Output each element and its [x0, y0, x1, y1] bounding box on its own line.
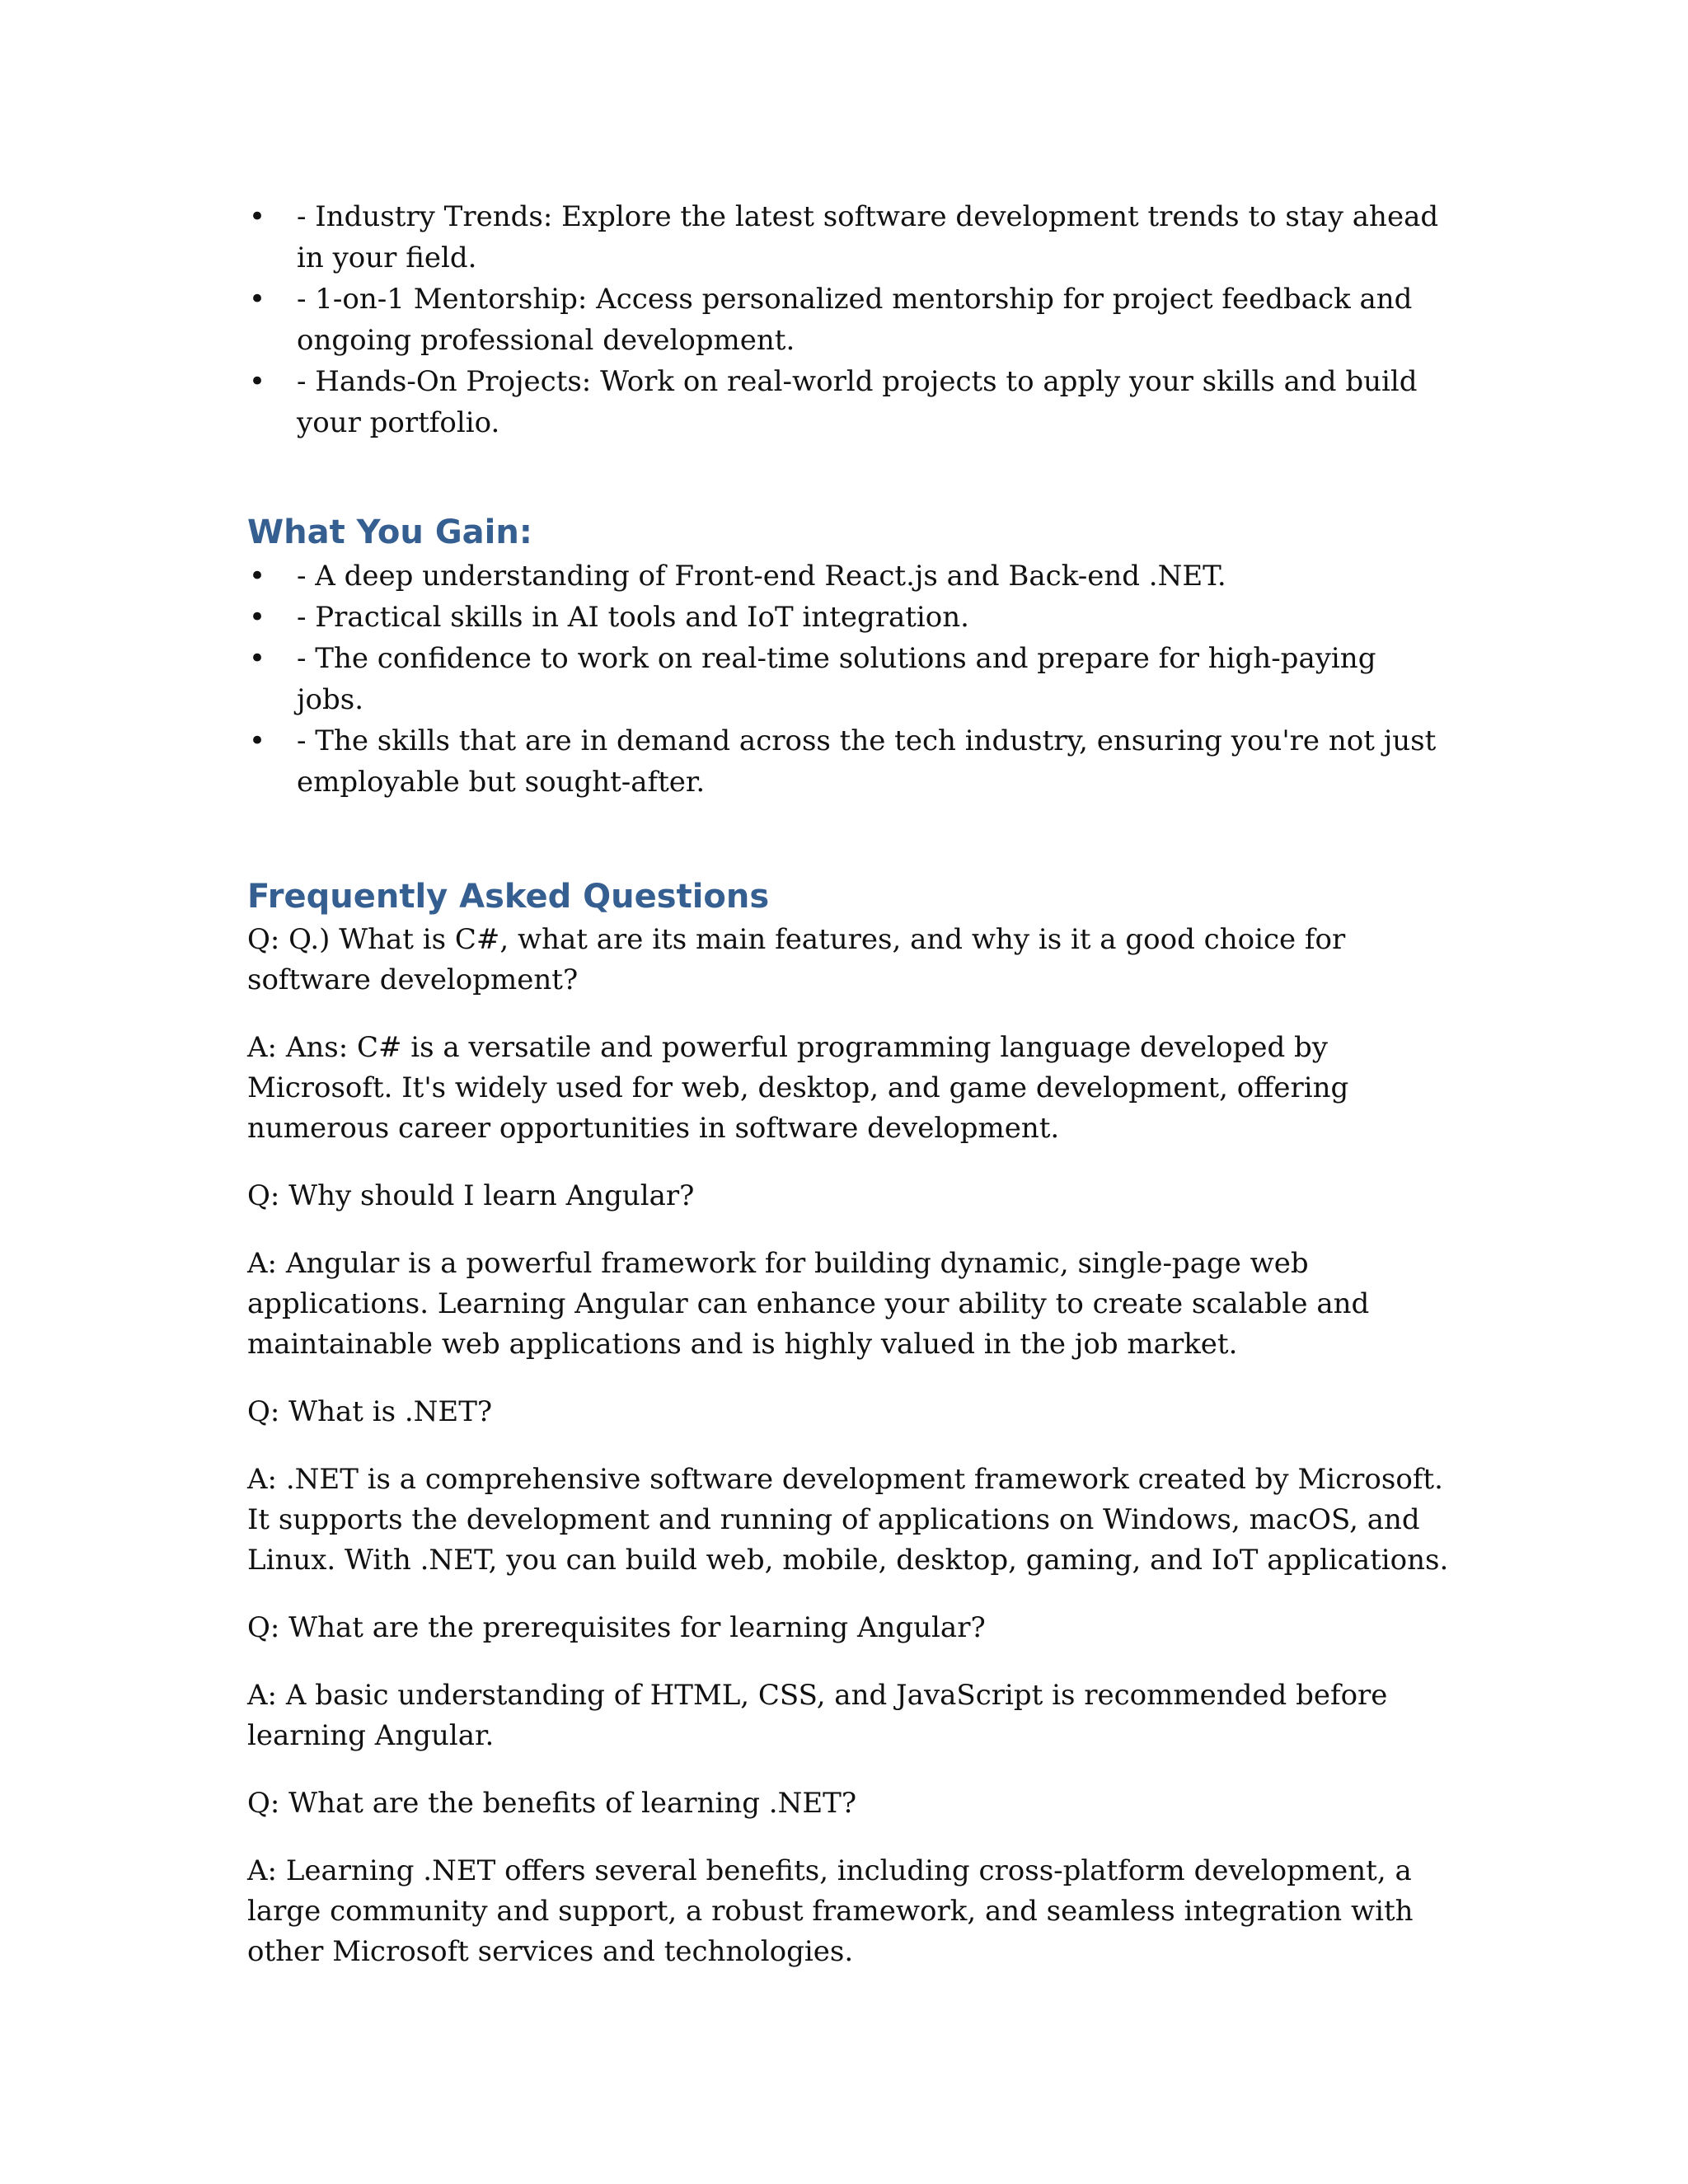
bullet-icon: • — [249, 365, 266, 398]
faq-heading: Frequently Asked Questions — [247, 878, 770, 916]
faq-question: Q: What are the prerequisites for learning Angular? — [247, 1611, 986, 1644]
list-item-text: - The confidence to work on real-time solutions and prepare for high-paying jobs. — [297, 642, 1376, 716]
list-item — [247, 638, 1451, 720]
bullet-icon: • — [249, 724, 266, 757]
intro-bullet-list — [247, 196, 1451, 443]
list-item-text: - The skills that are in demand across the tech industry, ensuring you're not just employable but sought-after. — [297, 724, 1437, 799]
faq-answer: A: Ans: C# is a versatile and powerful programming language developed by Microsoft. It's widely used for web, desktop, and game development, offering numerous career opportunities in software development. — [247, 1031, 1349, 1145]
list-item — [247, 196, 1451, 279]
list-item — [247, 361, 1451, 443]
list-item — [247, 555, 1451, 597]
list-item-text: - Practical skills in AI tools and IoT integration. — [297, 601, 969, 634]
faq-question: Q: Q.) What is C#, what are its main features, and why is it a good choice for software development? — [247, 923, 1346, 996]
list-item — [247, 279, 1451, 361]
list-item-text: - A deep understanding of Front-end React.js and Back-end .NET. — [297, 560, 1226, 593]
bullet-icon: • — [249, 283, 266, 316]
faq-question: Q: Why should I learn Angular? — [247, 1179, 695, 1212]
faq-question: Q: What are the benefits of learning .NET? — [247, 1787, 857, 1820]
faq-section — [247, 920, 1451, 1972]
bullet-icon: • — [249, 200, 266, 233]
faq-answer: A: Angular is a powerful framework for building dynamic, single-page web applications. Learning Angular can enhance your ability to create scalable and maintainable web applications and is highly valued in the job market. — [247, 1247, 1370, 1361]
list-item — [247, 720, 1451, 803]
list-item-text: - Industry Trends: Explore the latest software development trends to stay ahead in your field. — [297, 200, 1439, 274]
gain-bullet-list — [247, 555, 1451, 803]
list-item-text: - Hands-On Projects: Work on real-world projects to apply your skills and build your portfolio. — [297, 365, 1418, 439]
list-item — [247, 597, 1451, 638]
faq-answer: A: Learning .NET offers several benefits, including cross-platform development, a large community and support, a robust framework, and seamless integration with other Microsoft services and technologies. — [247, 1854, 1414, 1968]
faq-answer: A: A basic understanding of HTML, CSS, and JavaScript is recommended before learning Angular. — [247, 1679, 1388, 1752]
bullet-icon: • — [249, 642, 266, 675]
bullet-icon: • — [249, 560, 266, 593]
bullet-icon: • — [249, 601, 266, 634]
document-page — [247, 196, 1451, 1999]
list-item-text: - 1-on-1 Mentorship: Access personalized mentorship for project feedback and ongoing professional development. — [297, 283, 1413, 357]
faq-answer: A: .NET is a comprehensive software development framework created by Microsoft. It supports the development and running of applications on Windows, macOS, and Linux. With .NET, you can build web, mobile, desktop, gaming, and IoT applications. — [247, 1463, 1449, 1577]
faq-question: Q: What is .NET? — [247, 1395, 493, 1428]
what-you-gain-heading: What You Gain: — [247, 513, 532, 551]
